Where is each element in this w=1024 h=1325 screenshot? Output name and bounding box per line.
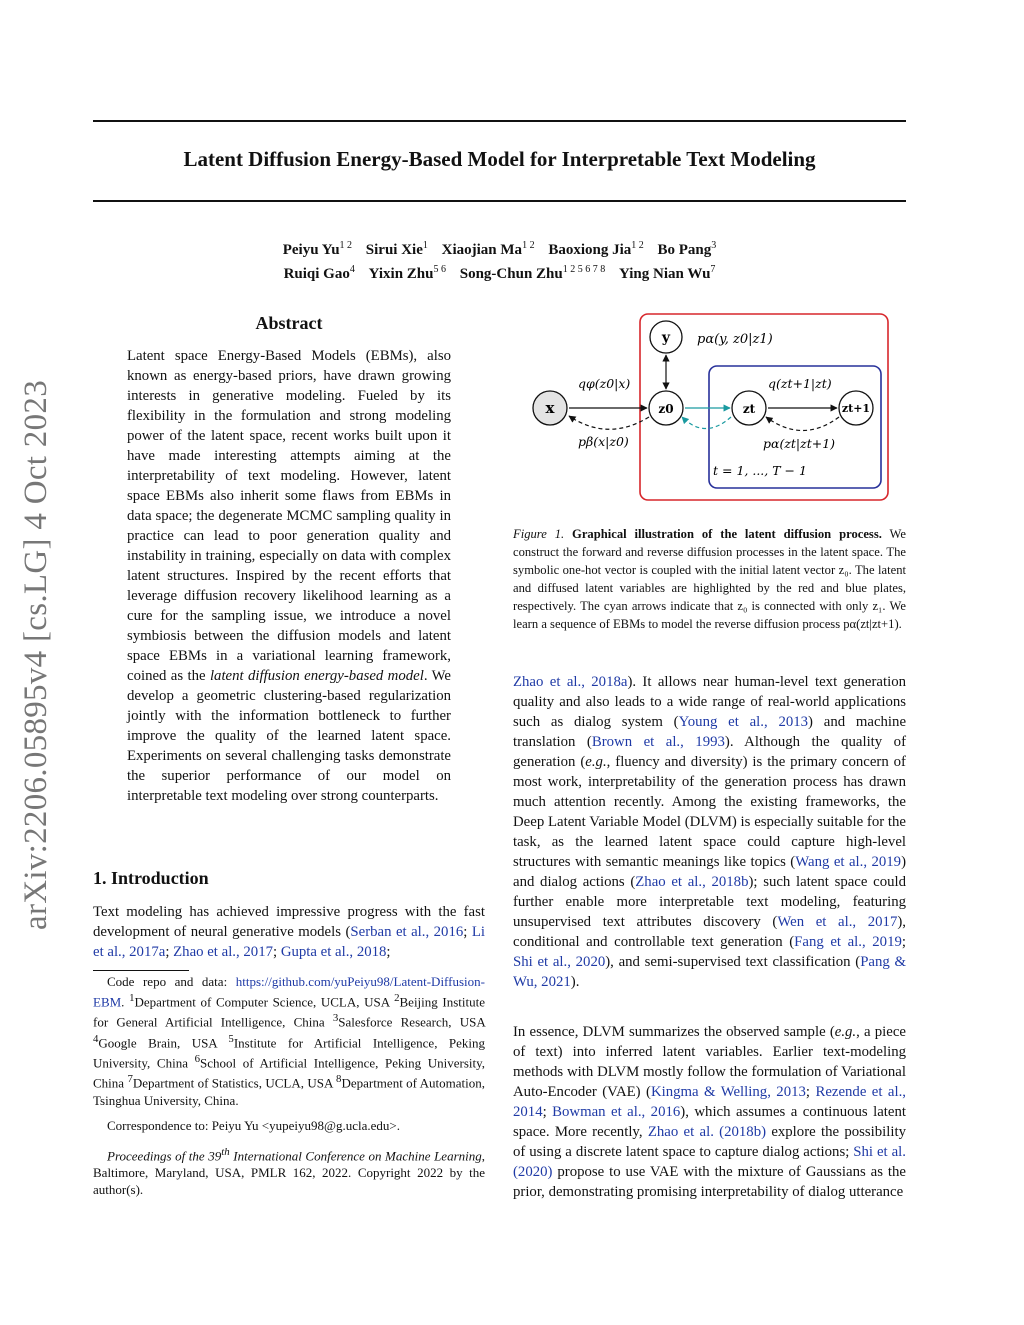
text-run: propose to use VAE with the mixture of Gaussians as the prior, demonstrating promising interpretability of dialog utterance [513,1164,906,1200]
node-zt1-label: zt+1 [841,402,871,415]
citation-link[interactable]: Li et al., 2017a [93,924,485,960]
text-run: explore the possibility of using a discrete latent space to capture dialog actions; [513,1124,906,1160]
author: Ying Nian Wu$^7$ [618,264,716,282]
author: Xiaojian $Ma^{1 2}$ [441,240,535,258]
citation-link[interactable]: Bowman et al., 2016 [552,1104,681,1120]
text-run: ), which assumes a continuous latent space. More recently, [513,1104,906,1140]
paper-title: Latent Diffusion Energy-Based Model for Interpretable Text Modeling [183,147,816,171]
arrow-zt1-zt-dashed [766,417,839,431]
label-reverse: pα(zt|zt+1) [763,436,836,451]
text-run: ; [805,1084,816,1100]
text-run: ; [542,1104,553,1120]
right-column-paragraph-1 [513,672,906,992]
title-bottom-rule [93,200,906,202]
figure-1-diagram [513,312,906,502]
label-prior: pα(y, z0|z1) [697,332,773,347]
text-run: e.g. [834,1024,857,1040]
citation-link[interactable]: Wen et al., 2017 [777,914,898,930]
author: Bo Pang$^3$ [657,240,717,258]
label-encoder: qφ(z0|x) [578,376,631,391]
citation-link[interactable]: Young et al., 2013 [678,714,809,730]
text-run: ; [901,934,906,950]
text-run: ). [570,974,580,990]
abstract-body: Latent space Energy-Based Models (EBMs), also known as energy-based priors, have drawn growing interests in generative modeling. Fueled by its flexibility in the formulation and strong modeling power of the latent space, recent works built upon it have made interesting attempts aiming at the interpretability of text modeling. However, latent space EBMs also inherit some flaws from EBMs in data space; the degenerate MCMC sampling quality in practice can lead to poor generation quality and instability in training, especially on data with complex latent structures. Inspired by the recent efforts that leverage diffusion recovery likelihood learning as a cure for the sampling issue, we introduce a novel symbiosis between the diffusion models and latent space EBMs in a variational learning framework, coined as the latent diffusion energy-based model. We develop a geometric clustering-based regularization jointly with the information bottleneck to further improve the quality of the learned latent space. Experiments on several challenging tasks demonstrate the superior performance of our model on interpretable text modeling over strong counterparts. [127,348,451,804]
text-run: , a piece of text) into inferred latent variables. Earlier text-modeling methods with DLVM mostly follow the formulation of Variational Auto-Encoder (VAE) ( [513,1024,906,1100]
text-run: ), conditional and controllable text generation ( [513,914,906,950]
citation-link[interactable]: Rezende et al., 2014 [513,1084,906,1120]
paragraph [513,672,906,992]
node-x-label: x [545,399,555,417]
label-decoder: pβ(x|z0) [578,434,629,449]
top-rule [93,120,906,122]
author: Yixin Zhu$^{5 6}$ [368,264,446,282]
text-run: e.g. [585,754,607,770]
intro-body: Text modeling has achieved impressive progress with the fast development of neural generative models (Serban et al., 2016; Li et al., 2017a; Zhao et al., 2017; Gupta et al., 2018; [93,904,485,960]
text-run: , fluency and diversity) is the primary concern of most work, interpretability of the generation process has drawn much attention recently. Among the existing frameworks, the Deep Latent Variable Model (DLVM) is especially suitable for the task, as the learned latent space could capture high-level structures with semantic meanings like topics ( [513,754,906,870]
citation-link[interactable]: Zhao et al., 2018b [635,874,749,890]
citation-link[interactable]: Wang et al., 2019 [795,854,902,870]
text-run: ). Although the quality of generation ( [513,734,906,770]
citation-link[interactable]: Zhao et al., 2017 [173,944,273,960]
citation-link[interactable]: Gupta et al., 2018 [280,944,387,960]
author: Peiyu $Yu^{1 2}$ [282,240,353,258]
correspondence: Correspondence to: Peiyu Yu <yupeiyu98@g.ucla.edu>. [107,1117,400,1133]
abstract-heading: Abstract [255,313,323,333]
author: Song-Chun Zhu$^{1 2 5 6 7 8}$ [459,264,606,282]
footnote-affiliations: Code repo and data: https://github.com/yuPeiyu98/Latent-Diffusion-EBM. $^1$Department of Computer Science, UCLA, USA $^2$Beijing Institute for General Artificial Intelligence, China $^3$Salesforce Research, USA $^4$Google Brain, USA $^5$Institute for Artificial Intelligence, Peking University, China $^6$School of Artificial Intelligence, Peking University, China $^7$Department of Statistics, UCLA, USA $^8$Department of Automation, Tsinghua University, China. [93,974,486,1108]
proceedings-note: Proceedings of the 39th International Conference on Machine Learning, Baltimore, Maryland, USA, PMLR 162, 2022. Copyright 2022 by the author(s). [93,1145,485,1197]
citation-link[interactable]: Pang & Wu, 2021 [513,954,907,990]
node-z0-label: z0 [658,402,674,416]
author: Baoxiong Jia$^{1 2}$ [548,240,644,258]
citation-link[interactable]: Serban et al., 2016 [350,924,464,940]
arrow-z0-x-dashed [569,416,649,429]
citation-link[interactable]: Zhao et al., 2018a [513,674,628,690]
text-run: ); such latent space could further enable more interpretable text modeling, featuring unsupervised text attributes discovery ( [513,874,906,930]
author: Ruiqi Gao$^4$ [283,264,355,282]
citation-link[interactable]: Zhao et al. (2018b) [647,1124,767,1140]
arrow-zt-z0-cyan [682,417,731,429]
citation-link[interactable]: Fang et al., 2019 [794,934,902,950]
citation-link[interactable]: Kingma & Welling, 2013 [650,1084,806,1100]
author-list [93,236,906,284]
label-forward: q(zt+1|zt) [768,376,832,391]
node-y-label: y [661,330,671,346]
footnote-rule [93,970,189,971]
text-run: ) and machine translation ( [513,714,907,750]
figure-caption: Figure 1. Graphical illustration of the latent diffusion process. We construct the forward and reverse diffusion processes in the latent space. The symbolic one-hot vector is coupled with the initial latent vector z₀. The latent and diffused latent variables are highlighted by the red and blue plates, respectively. The cyan arrows indicate that z₀ is connected with only z₁. We learn a sequence of EBMs to model the reverse diffusion process pα(zt|zt+1). [513,527,907,631]
author: Sirui Xie$^1$ [365,240,428,258]
text-run: ). It allows near human-level text generation quality and also leads to a wide range of real-world applications such as dialog system ( [513,674,907,730]
author-line-1 [93,236,906,260]
node-zt-label: zt [742,402,756,416]
author-line-2 [93,260,906,284]
text-run: ) and dialog actions ( [513,854,907,890]
paragraph [513,1022,906,1202]
text-run: ), and semi-supervised text classification ( [605,954,861,970]
citation-link[interactable]: Shi et al., 2020 [513,954,606,970]
text-run: In essence, DLVM summarizes the observed sample ( [513,1024,835,1040]
citation-link[interactable]: Shi et al. (2020) [513,1144,906,1180]
right-column-paragraph-2 [513,1022,906,1202]
intro-heading: 1. Introduction [93,868,209,888]
arxiv-stamp[interactable]: arXiv:2206.05895v4 [cs.LG] 4 Oct 2023 [18,379,54,930]
label-range: t = 1, ..., T − 1 [713,463,807,478]
code-repo-link[interactable]: https://github.com/yuPeiyu98/Latent-Diffusion-EBM [93,974,485,1010]
citation-link[interactable]: Brown et al., 1993 [591,734,725,750]
footnote [93,973,485,1198]
